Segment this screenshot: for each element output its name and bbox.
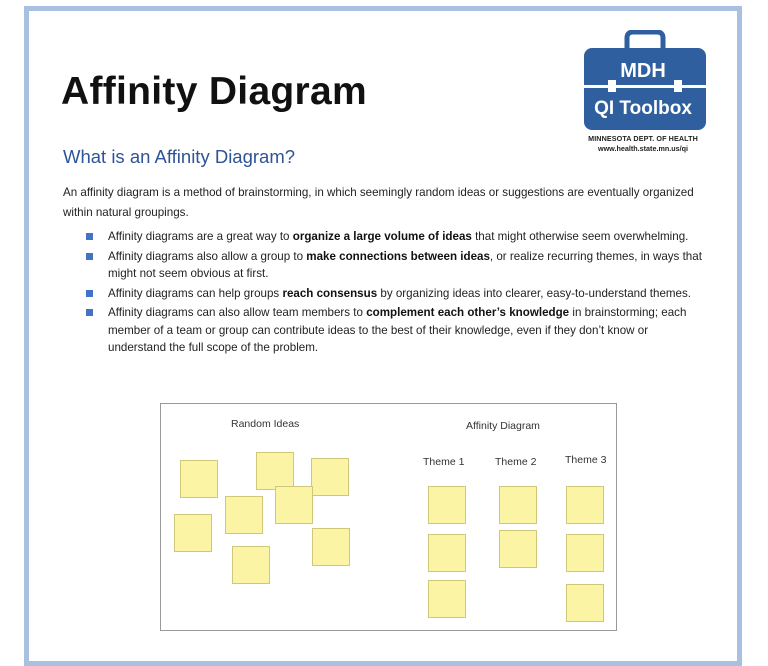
bullet-text-pre: Affinity diagrams can help groups [108,286,283,300]
sticky-note [180,460,218,498]
bullet-text-post: that might otherwise seem overwhelming. [471,230,689,243]
sticky-note [275,486,313,524]
sticky-note-theme-3 [566,534,604,572]
sticky-note [225,496,263,534]
sticky-note-theme-2 [499,486,537,524]
bullet-text-pre: Affinity diagrams are a great way to [108,230,293,243]
list-item [86,304,706,357]
sticky-note [174,514,212,552]
bullet-text-post: , or realize recurring themes, in ways that might not seem obvious at first. [108,249,702,280]
theme-1-label: Theme 1 [423,456,465,468]
sticky-note-theme-3 [566,486,604,524]
bullet-text-pre: Affinity diagrams can also allow team members to [108,306,367,319]
theme-3-label: Theme 3 [565,454,607,466]
bullet-text-post: by organizing ideas into clearer, easy-to-understand themes. [377,286,692,300]
sticky-note-theme-2 [499,530,537,568]
logo-toolbox-text: QI Toolbox [594,98,692,119]
bullet-text-bold: complement each other’s knowledge [366,306,570,319]
list-item [86,248,706,283]
square-bullet-icon [86,290,93,297]
sticky-note-theme-1 [428,486,466,524]
bullet-text-pre: Affinity diagrams also allow a group to [108,249,307,263]
sticky-note-theme-1 [428,534,466,572]
random-ideas-label: Random Ideas [231,418,300,430]
affinity-diagram-figure [160,403,617,631]
square-bullet-icon [86,233,93,240]
sticky-note [232,546,270,584]
sticky-note [311,458,349,496]
bullet-list [86,228,706,359]
affinity-diagram-label: Affinity Diagram [466,420,540,432]
square-bullet-icon [86,309,93,316]
sticky-note [312,528,350,566]
sticky-note-theme-3 [566,584,604,622]
list-item [86,228,706,246]
sticky-note-theme-1 [428,580,466,618]
square-bullet-icon [86,253,93,260]
page-title: Affinity Diagram [61,70,368,113]
logo-mdh-text: MDH [620,60,666,82]
sticky-note [256,452,294,490]
bullet-text-bold: reach consensus [282,286,378,300]
list-item [86,285,706,303]
theme-2-label: Theme 2 [495,456,537,468]
logo-url-text: www.health.state.mn.us/qi [598,144,688,153]
intro-paragraph: An affinity diagram is a method of brainstorming, in which seemingly random ideas or suggestions are eventually organized within natural groupings. [63,186,694,219]
bullet-text-post: in brainstorming; each member of a team or group can contribute ideas to the best of their knowledge, even if they don’t know or understand the full scope of the problem. [108,306,687,354]
section-heading: What is an Affinity Diagram? [63,146,296,167]
bullet-text-bold: make connections between ideas [306,249,490,263]
logo-dept-text: MINNESOTA DEPT. OF HEALTH [588,134,698,143]
mdh-qi-toolbox-logo [580,30,710,158]
bullet-text-bold: organize a large volume of ideas [292,230,472,243]
